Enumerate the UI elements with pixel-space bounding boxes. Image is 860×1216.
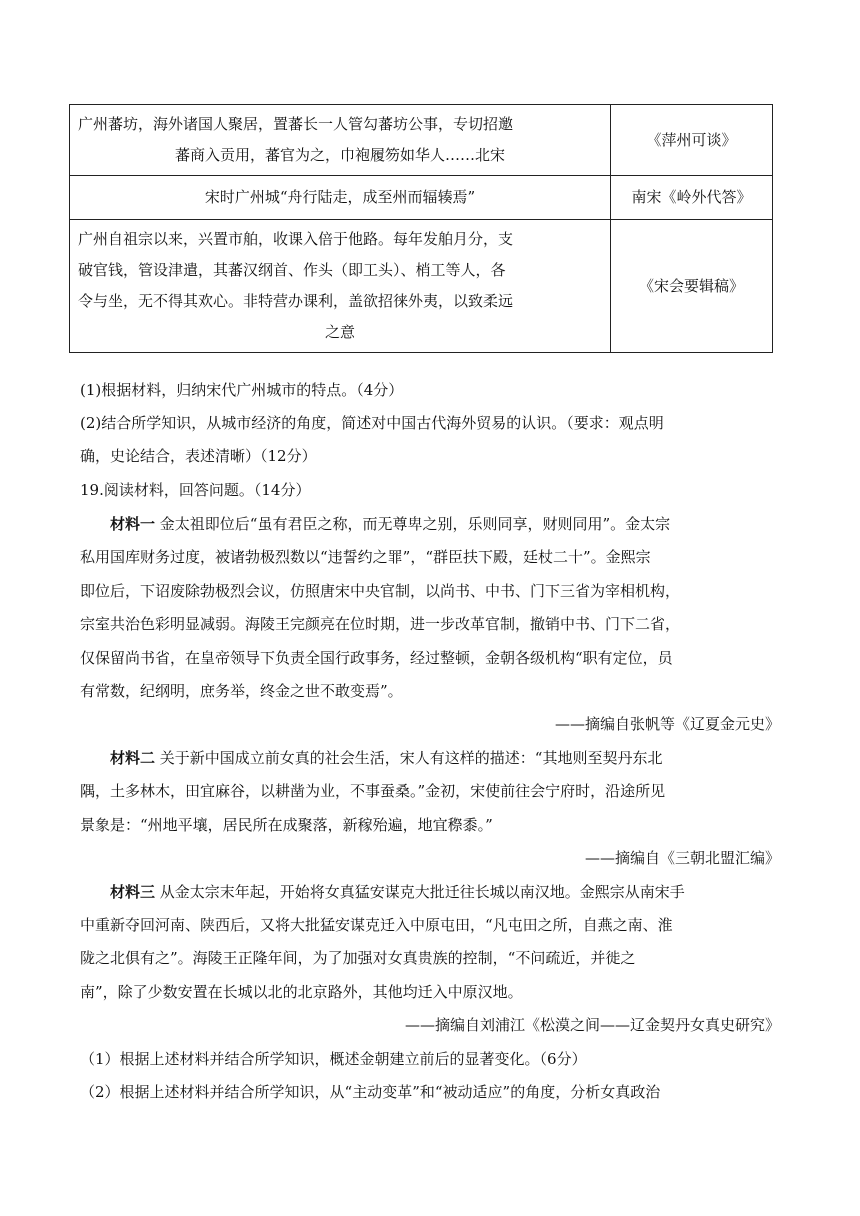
table-row [70, 105, 773, 176]
material-1-line: 仅保留尚书省，在皇帝领导下负责全国行政事务，经过整顿，金朝各级机构“职有定位，员 [80, 649, 673, 667]
material-1-line: 即位后，下诏废除勃极烈会议，仿照唐宋中央官制，以尚书、中书、门下三省为宰相机构， [80, 582, 681, 600]
material-2-line: 材料二 关于新中国成立前女真的社会生活，宋人有这样的描述：“其地则至契丹东北 [110, 749, 663, 767]
material-2-line: 景象是：“州地平壤，居民所在成聚落，新稼殆遍，地宜穄黍。” [80, 816, 493, 834]
material-1-line: 宗室共治色彩明显减弱。海陵王完颜亮在位时期，进一步改革官制，撤销中书、门下二省， [80, 615, 681, 633]
q18-sub2-line1: (2)结合所学知识，从城市经济的角度，简述对中国古代海外贸易的认识。（要求：观点明 [80, 414, 664, 432]
material-3-line: 材料三 从金太宗末年起，开始将女真猛安谋克大批迁往长城以南汉地。金熙宗从南宋手 [110, 883, 685, 901]
material-1-line: 材料一 金太祖即位后“虽有君臣之称，而无尊卑之别，乐则同享，财则同用”。金太宗 [110, 515, 671, 533]
material-3-line: 南”，除了少数安置在长城以北的北京路外，其他均迁入中原汉地。 [80, 983, 523, 1001]
q18-sub2-line2: 确，史论结合，表述清晰）（12分） [80, 447, 317, 465]
cell-line: 广州蕃坊，海外诸国人聚居，置蕃长一人管勾蕃坊公事，专切招邀 [78, 115, 514, 133]
cell-line: 蕃商入贡用，蕃官为之，巾袍履笏如华人……北宋 [174, 146, 505, 164]
material-2-label: 材料二 [110, 749, 156, 767]
q19-sub2: （2）根据上述材料并结合所学知识，从“主动变革”和“被动适应”的角度，分析女真政治 [80, 1083, 661, 1101]
cell-line: 之意 [324, 323, 355, 341]
material-3-line: 中重新夺回河南、陕西后，又将大批猛安谋克迁入中原屯田，“凡屯田之所，自燕之南、淮 [80, 916, 673, 934]
material-1-label: 材料一 [110, 515, 156, 533]
material-1-line: 有常数，纪纲明，庶务举，终金之世不敢变焉”。 [80, 682, 403, 700]
cell-line: 广州自祖宗以来，兴置市舶，收课入倍于他路。每年发舶月分，支 [78, 230, 514, 248]
table-cell-text [70, 105, 611, 176]
table-row [70, 176, 773, 220]
table-cell-source: 《宋会要辑稿》 [611, 220, 773, 353]
q19-sub1: （1）根据上述材料并结合所学知识，概述金朝建立前后的显著变化。（6分） [80, 1050, 587, 1068]
cell-line: 令与坐，无不得其欢心。非特营办课利，盖欲招徕外夷，以致柔远 [78, 292, 514, 310]
table-cell-source: 《萍州可谈》 [611, 105, 773, 176]
table-cell-source: 南宋《岭外代答》 [611, 176, 773, 220]
material-3-label: 材料三 [110, 883, 156, 901]
material-1-line: 私用国库财务过度，被诸勃极烈数以“违誓约之罪”，“群臣扶下殿，廷杖二十”。金熙宗 [80, 548, 651, 566]
table-cell-text [70, 220, 611, 353]
material-2-line: 隅，土多林木，田宜麻谷，以耕凿为业，不事蚕桑。”金初，宋使前往会宁府时，沿途所见 [80, 782, 666, 800]
cell-line: 破官钱，管设津遣，其蕃汉纲首、作头（即工头）、梢工等人，各 [78, 261, 506, 279]
q19-header: 19.阅读材料，回答问题。（14分） [80, 481, 311, 499]
source-table [69, 104, 773, 353]
table-row [70, 220, 773, 353]
table-cell-text: 宋时广州城“舟行陆走，成至州而辐辏焉” [70, 176, 611, 220]
material-3-citation: ——摘编自刘浦江《松漠之间——辽金契丹女真史研究》 [404, 1016, 780, 1034]
material-1-citation: ——摘编自张帆等《辽夏金元史》 [554, 715, 780, 733]
q18-sub1: (1)根据材料，归纳宋代广州城市的特点。（4分） [80, 381, 404, 399]
material-3-line: 陇之北俱有之”。海陵王正隆年间，为了加强对女真贵族的控制，“不问疏近，并徙之 [80, 949, 636, 967]
material-2-citation: ——摘编自《三朝北盟汇编》 [584, 849, 780, 867]
